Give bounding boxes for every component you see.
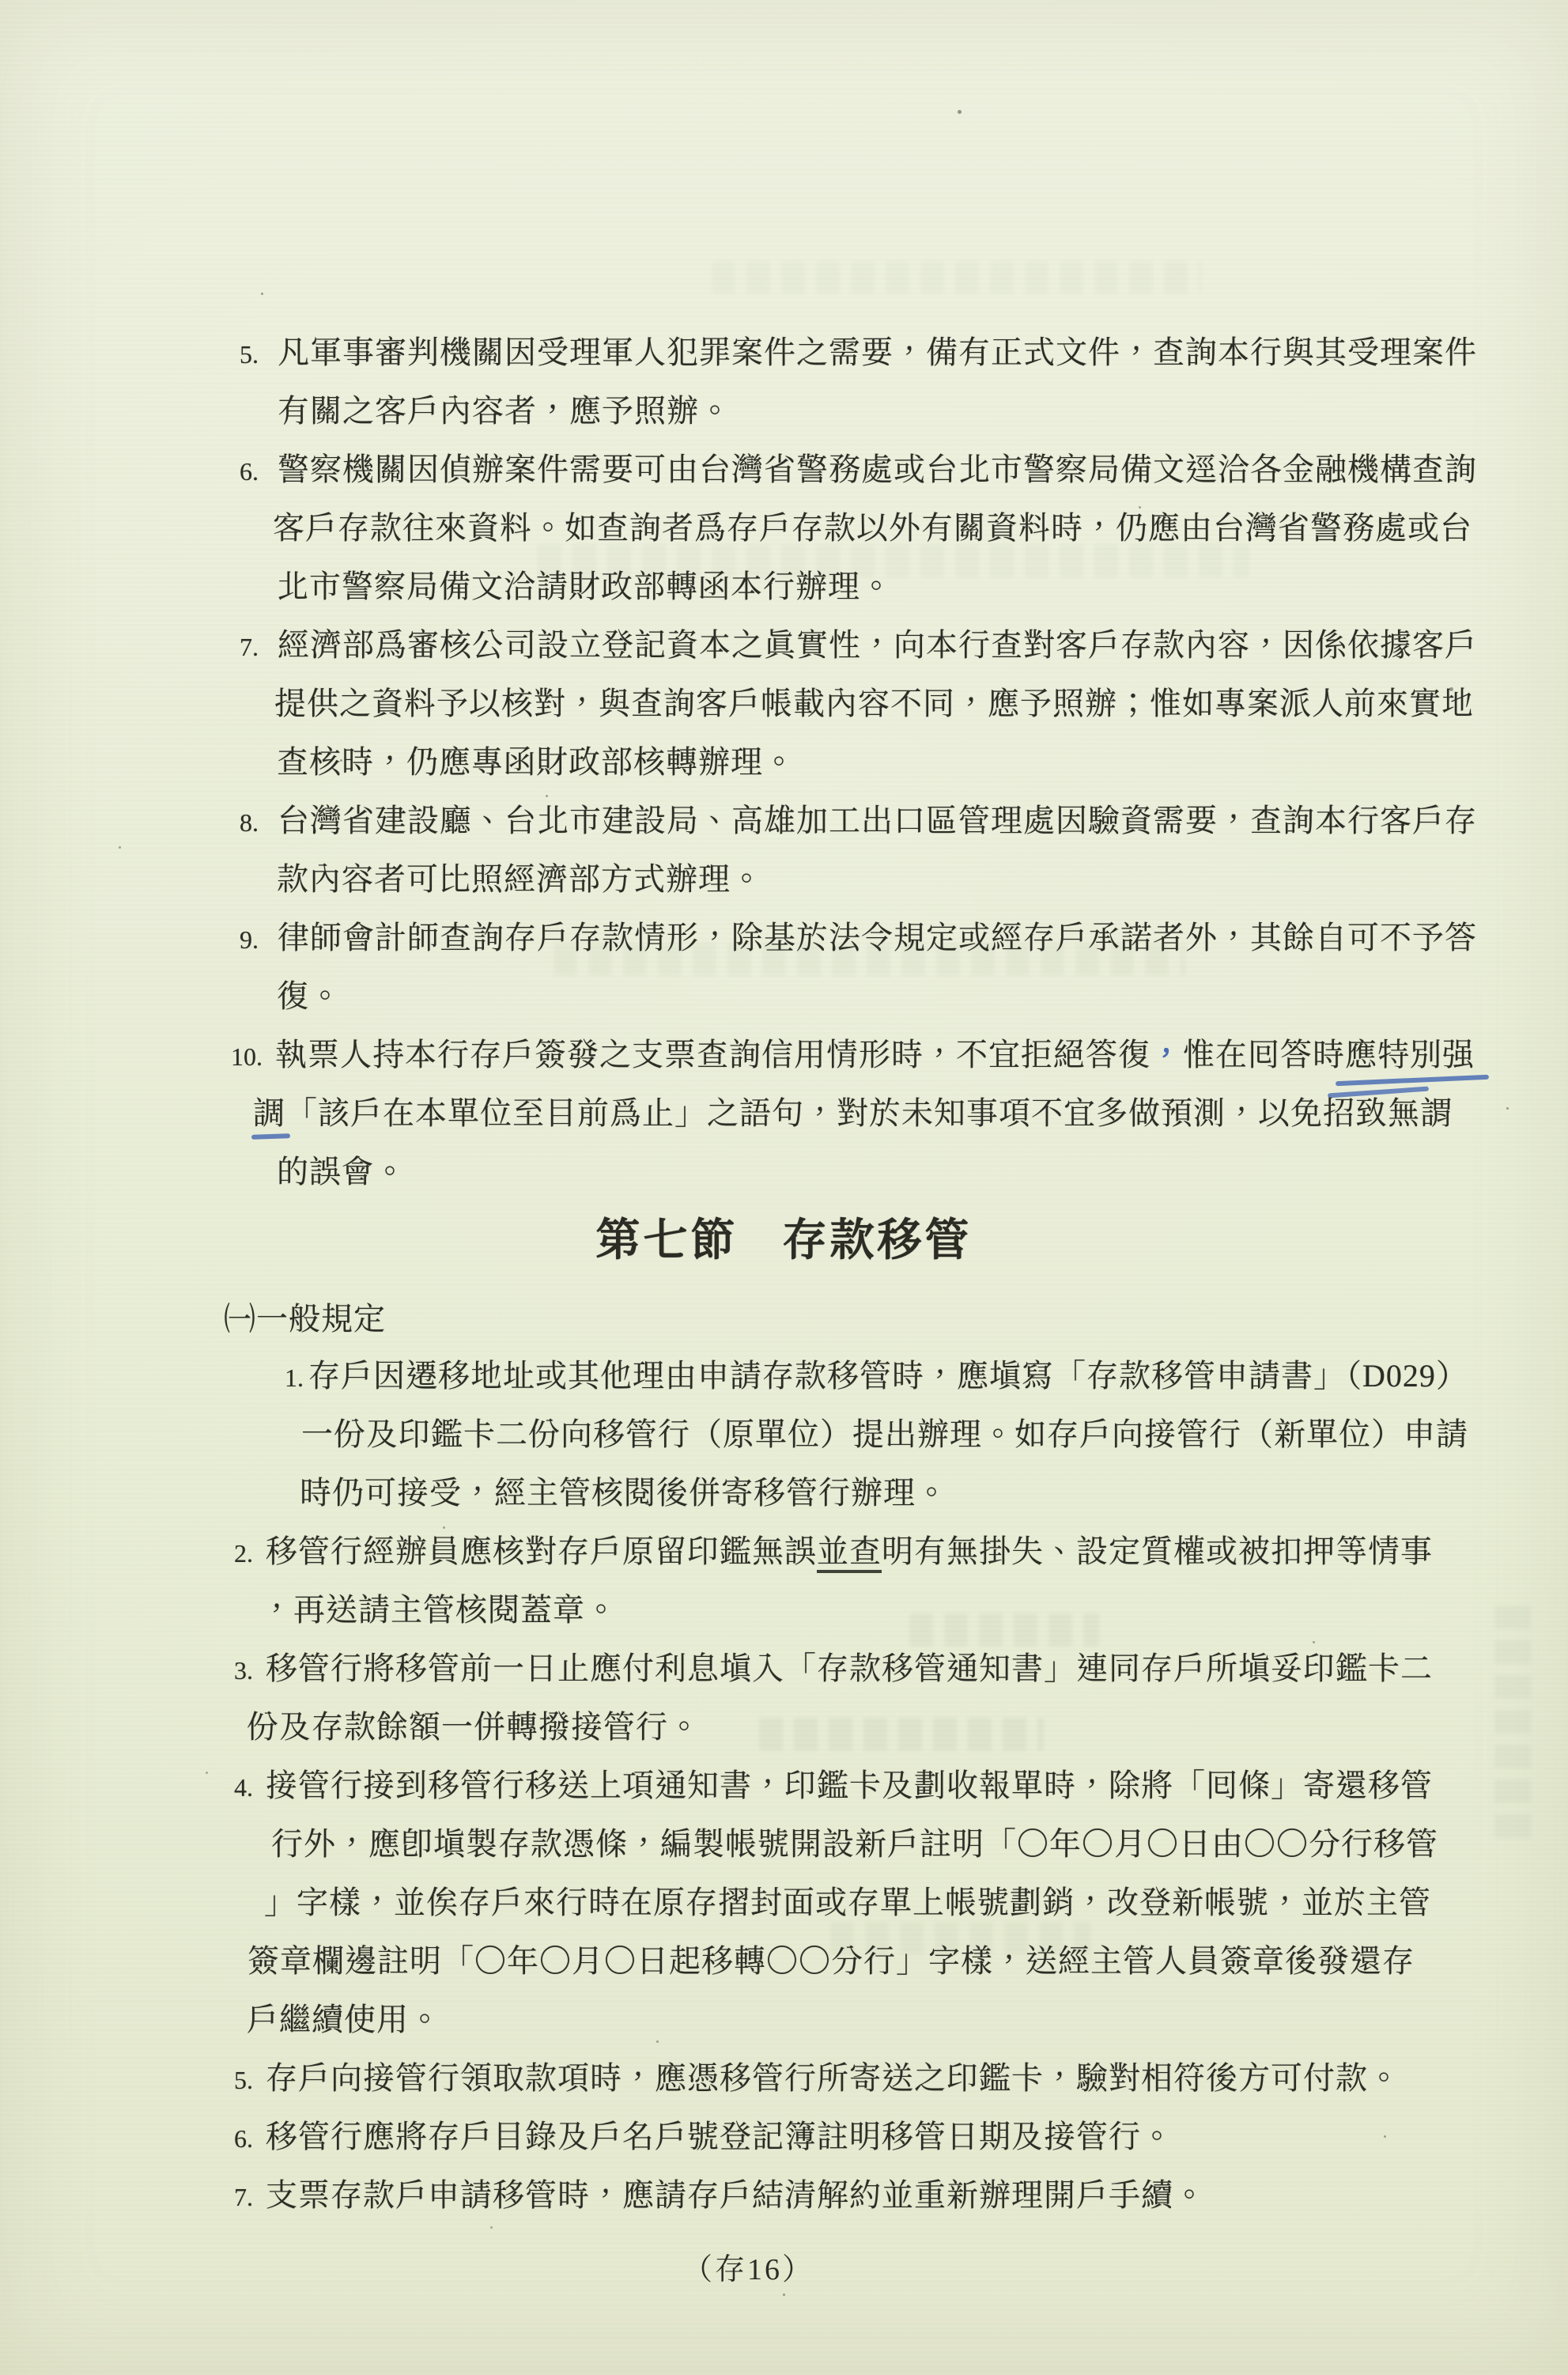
inquiry-item-10-line-1 [231,1034,1475,1077]
section-heading [0,1205,1568,1269]
item-number: 5. [234,2066,253,2094]
item-text: 律師會計師查詢存戶存款情形，除基於法令規定或經存戶承諾者外，其餘自可不予答 [278,920,1477,955]
item-text: 一份及印鑑卡二份向移管行（原單位）提出辦理。如存戶向接管行（新單位）申請 [301,1416,1468,1452]
item-number: 4. [234,1773,253,1802]
item-text: 接管行接到移管行移送上項通知書，印鑑卡及劃收報單時，除將「囘條」寄還移管 [266,1768,1433,1803]
blue-underlined-text: 應特別强 [1345,1034,1475,1076]
transfer-item-6-line-1 [234,2116,1173,2159]
subsection-title [224,1299,386,1340]
item-number: 10. [231,1042,263,1071]
inquiry-item-6-line-1 [240,449,1477,492]
blue-underlined-text: 調 [253,1093,285,1134]
item-text: 份及存款餘額一併轉撥接管行。 [247,1709,701,1745]
item-text: 行外，應卽塡製存款憑條，編製帳號開設新戶註明「〇年〇月〇日由〇〇分行移管 [271,1826,1438,1862]
item-text: 戶繼續使用。 [247,2002,441,2037]
inquiry-item-7-line-3 [277,742,795,783]
item-number: 5. [240,340,259,369]
page-number [0,2245,1532,2288]
section-title: 存款移管 [782,1216,973,1265]
item-number: 1. [285,1363,304,1392]
transfer-item-4-line-3 [264,1882,1431,1923]
paper-specks [0,0,2,2]
inquiry-item-6-line-2 [273,508,1472,549]
inquiry-item-7-line-1 [240,625,1477,667]
item-text: 時仍可接受，經主管核閱後併寄移管行辦理。 [300,1475,948,1511]
item-text: 存戶因遷移地址或其他理由申請存款移管時，應塡寫「存款移管申請書」（D029） [308,1358,1468,1394]
item-text: 存戶向接管行領取款項時，應憑移管行所寄送之印鑑卡，驗對相符後方可付款。 [266,2060,1400,2096]
item-text: 查核時，仍應專函財政部核轉辦理。 [277,744,795,780]
inquiry-item-7-line-2 [274,683,1474,724]
transfer-item-1-line-3 [300,1473,948,1514]
transfer-item-1-line-1 [285,1356,1468,1398]
item-text: 移管行經辦員應核對存戶原留印鑑無誤 [266,1534,817,1569]
transfer-item-2-line-1 [234,1531,1433,1574]
item-text: ，再送請主管核閱蓋章。 [261,1592,618,1628]
item-text: 有關之客戶內容者，應予照辦。 [278,393,731,429]
transfer-item-4-line-1 [234,1765,1433,1808]
bleed-ghost [1494,1605,1531,1843]
item-text: 復。 [277,978,342,1014]
inquiry-item-5-line-1 [240,332,1477,375]
blue-pen-comma: ， [1150,1037,1183,1072]
inquiry-item-8-line-1 [240,800,1477,843]
item-text: 執票人持本行存戶簽發之支票查詢信用情形時，不宜拒絕答復 [275,1037,1150,1072]
item-number: 8. [240,808,259,837]
item-number: 7. [240,633,259,661]
inquiry-item-6-line-3 [277,566,893,607]
item-text: 支票存款戶申請移管時，應請存戶結清解約並重新辦理開戶手續。 [266,2177,1206,2213]
item-text: 警察機關因偵辦案件需要可由台灣省警務處或台北市警察局備文逕洽各金融機構查詢 [278,452,1477,487]
transfer-item-4-line-5 [247,1999,441,2040]
bleed-ghost [712,261,1202,294]
bleed-ghost [909,1613,1099,1647]
inquiry-item-10-line-3 [277,1152,406,1193]
item-text: 經濟部爲審核公司設立登記資本之眞實性，向本行查對客戶存款內容，因係依據客戶 [278,627,1477,663]
underlined-text: 並查 [817,1534,882,1573]
item-number: 7. [234,2183,253,2211]
item-number: 2. [234,1539,253,1568]
bleed-ghost [759,1718,1044,1751]
page-number-text: （存16） [682,2253,814,2286]
item-text: 提供之資料予以核對，與查詢客戶帳載內容不同，應予照辦；惟如專案派人前來實地 [274,686,1474,721]
subsection-text: ㈠一般規定 [224,1301,386,1337]
transfer-item-3-line-2 [247,1707,701,1748]
item-text: 「該戶在本單位至目前爲止」之語句，對於未知事項不宜多做預測，以免招致無謂 [285,1095,1453,1131]
item-text: 明有無掛失、設定質權或被扣押等情事 [882,1534,1433,1569]
inquiry-item-5-line-2 [278,391,731,432]
item-text: 款內容者可比照經濟部方式辦理。 [277,861,763,897]
item-number: 6. [240,457,259,486]
transfer-item-4-line-4 [247,1941,1415,1982]
item-text: 客戶存款往來資料。如查詢者爲存戶存款以外有關資料時，仍應由台灣省警務處或台 [273,510,1472,546]
inquiry-item-9-line-2 [277,976,342,1017]
item-text: 簽章欄邊註明「〇年〇月〇日起移轉〇〇分行」字樣，送經主管人員簽章後發還存 [247,1943,1415,1979]
transfer-item-2-line-2 [261,1590,618,1631]
item-number: 6. [234,2124,253,2153]
section-number: 第七節 [595,1216,739,1265]
item-text: 移管行應將存戶目錄及戶名戶號登記簿註明移管日期及接管行。 [266,2119,1173,2154]
item-number: 3. [234,1656,253,1685]
item-number: 9. [240,925,259,954]
inquiry-item-9-line-1 [240,917,1477,960]
item-text: 」字樣，並俟存戶來行時在原存摺封面或存單上帳號劃銷，改登新帳號，並於主管 [264,1885,1431,1920]
inquiry-item-8-line-2 [277,859,763,900]
item-text: 移管行將移管前一日止應付利息塡入「存款移管通知書」連同存戶所塡妥印鑑卡二 [266,1651,1433,1686]
transfer-item-3-line-1 [234,1648,1433,1691]
transfer-item-5-line-1 [234,2058,1400,2101]
inquiry-item-10-line-2 [253,1093,1453,1134]
transfer-item-4-line-2 [271,1824,1438,1865]
transfer-item-1-line-2 [301,1414,1468,1455]
item-text: 北市警察局備文洽請財政部轉函本行辦理。 [277,569,893,604]
item-text: 惟在囘答時 [1183,1037,1345,1072]
transfer-item-7-line-1 [234,2175,1206,2218]
item-text: 凡軍事審判機關因受理軍人犯罪案件之需要，備有正式文件，查詢本行與其受理案件 [278,335,1477,370]
item-text: 的誤會。 [277,1154,406,1189]
item-text: 台灣省建設廳、台北市建設局、高雄加工出口區管理處因驗資需要，查詢本行客戶存 [278,803,1477,838]
